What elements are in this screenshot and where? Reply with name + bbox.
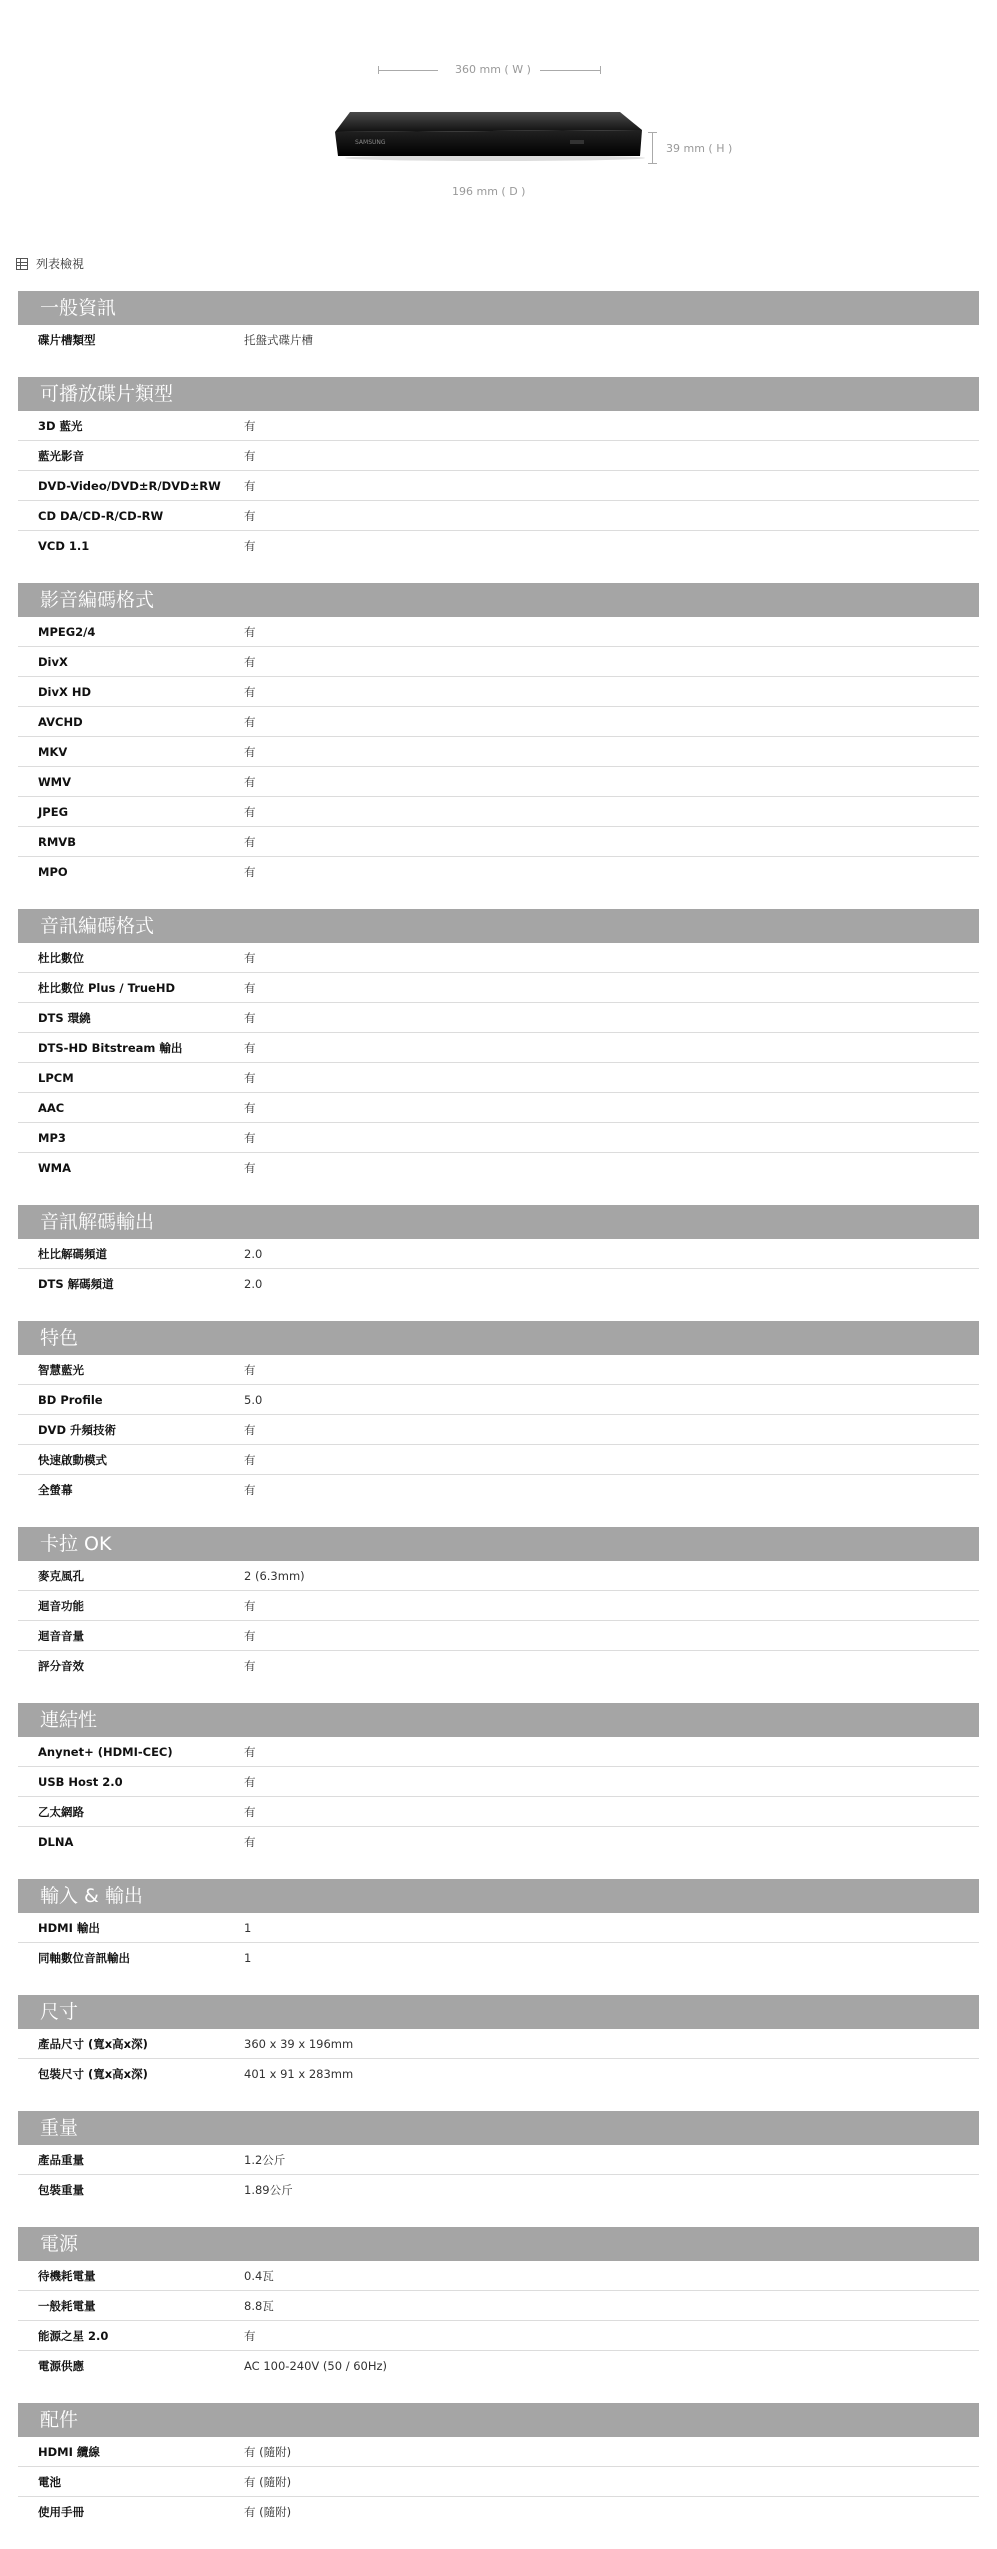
spec-value: 托盤式碟片槽 (244, 333, 313, 347)
spec-value: 0.4瓦 (244, 2268, 274, 2283)
spec-row (18, 1737, 979, 1767)
spec-key: 智慧藍光 (38, 1362, 84, 1377)
height-line (652, 132, 653, 164)
spec-value: 有 (隨附) (244, 2505, 292, 2519)
spec-key: VCD 1.1 (38, 539, 90, 553)
spec-value: 有 (244, 684, 256, 699)
spec-value: 有 (244, 418, 256, 433)
spec-row (18, 1093, 979, 1123)
spec-key: DVD-Video/DVD±R/DVD±RW (38, 478, 221, 493)
spec-key: DTS 解碼頻道 (38, 1277, 114, 1291)
spec-key: JPEG (38, 804, 69, 819)
spec-row (18, 2467, 979, 2497)
list-view-icon (16, 258, 28, 270)
spec-value: 有 (244, 1362, 256, 1377)
spec-row (18, 737, 979, 767)
spec-row (18, 943, 979, 973)
spec-key: AAC (38, 1100, 65, 1115)
spec-row (18, 2059, 979, 2089)
section-title: 配件 (18, 2403, 979, 2437)
spec-key: DTS-HD Bitstream 輸出 (38, 1040, 183, 1055)
spec-key: 杜比數位 (38, 950, 84, 965)
spec-row (18, 2321, 979, 2351)
spec-key: 迴音音量 (38, 1628, 84, 1643)
spec-key: 碟片槽類型 (38, 333, 96, 347)
spec-row (18, 1033, 979, 1063)
spec-row (18, 1239, 979, 1269)
section-title: 音訊編碼格式 (18, 909, 979, 943)
spec-value: 有 (244, 1659, 256, 1673)
spec-row (18, 2175, 979, 2205)
spec-section (18, 1703, 979, 1857)
width-line-left (378, 70, 438, 71)
spec-value: 有 (244, 980, 256, 995)
spec-row (18, 1943, 979, 1973)
list-view-label: 列表檢視 (36, 257, 85, 271)
section-title: 可播放碟片類型 (18, 377, 979, 411)
spec-value: 2.0 (244, 1246, 263, 1261)
spec-row (18, 1063, 979, 1093)
spec-key: 一般耗電量 (38, 2298, 96, 2313)
product-dimension-image (0, 0, 997, 230)
spec-row (18, 1651, 979, 1681)
spec-key: 全螢幕 (38, 1483, 73, 1497)
spec-row (18, 857, 979, 887)
spec-key: HDMI 纜線 (38, 2444, 100, 2459)
spec-section (18, 2111, 979, 2205)
spec-value: 有 (244, 804, 256, 819)
spec-value: 有 (244, 624, 256, 639)
spec-value: 有 (244, 865, 256, 879)
spec-key: DLNA (38, 1835, 74, 1849)
spec-row (18, 1561, 979, 1591)
spec-value: 有 (244, 1010, 256, 1025)
spec-row (18, 1355, 979, 1385)
spec-key: 同軸數位音訊輸出 (38, 1951, 130, 1965)
spec-row (18, 1153, 979, 1183)
spec-row (18, 2497, 979, 2527)
spec-value: 有 (244, 714, 256, 729)
height-marker-top (648, 132, 657, 133)
spec-key: 麥克風孔 (38, 1568, 84, 1583)
spec-key: 杜比數位 Plus / TrueHD (38, 980, 176, 995)
spec-section (18, 1879, 979, 1973)
spec-value: 有 (244, 2328, 256, 2343)
spec-value: 1.2公斤 (244, 2152, 286, 2167)
spec-row (18, 1621, 979, 1651)
spec-key: MPEG2/4 (38, 624, 96, 639)
spec-row (18, 1591, 979, 1621)
spec-row (18, 647, 979, 677)
spec-key: USB Host 2.0 (38, 1774, 123, 1789)
spec-row (18, 1003, 979, 1033)
spec-key: MPO (38, 865, 68, 879)
blu-ray-player-image (330, 100, 650, 162)
spec-key: Anynet+ (HDMI-CEC) (38, 1744, 173, 1759)
spec-row (18, 471, 979, 501)
spec-row (18, 1797, 979, 1827)
section-title: 重量 (18, 2111, 979, 2145)
spec-value: 有 (244, 1835, 256, 1849)
spec-value: AC 100-240V (50 / 60Hz) (244, 2359, 388, 2373)
spec-key: MP3 (38, 1130, 66, 1145)
spec-value: 有 (244, 1100, 256, 1115)
spec-row (18, 677, 979, 707)
spec-section (18, 1205, 979, 1299)
spec-row (18, 2029, 979, 2059)
spec-value: 有 (244, 539, 256, 553)
section-title: 特色 (18, 1321, 979, 1355)
width-line-right (540, 70, 600, 71)
brand-logo: SAMSUNG (355, 139, 386, 146)
height-label: 39 mm ( H ) (666, 142, 733, 155)
section-title: 卡拉 OK (18, 1527, 979, 1561)
spec-value: 有 (244, 950, 256, 965)
spec-value: 有 (244, 1130, 256, 1145)
spec-value: 有 (244, 834, 256, 849)
spec-section (18, 2227, 979, 2381)
spec-value: 有 (244, 1161, 256, 1175)
width-label: 360 mm ( W ) (455, 63, 531, 76)
spec-value: 401 x 91 x 283mm (244, 2067, 354, 2081)
spec-key: 迴音功能 (38, 1598, 84, 1613)
spec-value: 有 (244, 1628, 256, 1643)
section-title: 尺寸 (18, 1995, 979, 2029)
spec-value: 有 (244, 744, 256, 759)
spec-row (18, 767, 979, 797)
spec-row (18, 441, 979, 471)
spec-value: 有 (244, 448, 256, 463)
spec-section (18, 1995, 979, 2089)
section-title: 輸入 & 輸出 (18, 1879, 979, 1913)
spec-row (18, 325, 979, 355)
section-title: 一般資訊 (18, 291, 979, 325)
spec-row (18, 1123, 979, 1153)
spec-key: WMV (38, 774, 72, 789)
spec-row (18, 1913, 979, 1943)
spec-value: 有 (244, 1452, 256, 1467)
spec-key: 杜比解碼頻道 (38, 1246, 107, 1261)
spec-value: 有 (244, 478, 256, 493)
spec-value: 有 (隨附) (244, 2444, 292, 2459)
height-marker-bottom (648, 163, 657, 164)
spec-value: 有 (244, 1598, 256, 1613)
spec-row (18, 2351, 979, 2381)
spec-row (18, 2261, 979, 2291)
spec-key: 包裝尺寸 (寬x高x深) (38, 2067, 148, 2081)
spec-value: 有 (244, 1774, 256, 1789)
spec-section (18, 291, 979, 355)
spec-value: 有 (244, 1804, 256, 1819)
spec-row (18, 617, 979, 647)
spec-row (18, 1415, 979, 1445)
spec-value: 1 (244, 1920, 252, 1935)
spec-row (18, 2437, 979, 2467)
spec-row (18, 973, 979, 1003)
spec-row (18, 1445, 979, 1475)
spec-value: 有 (244, 1070, 256, 1085)
spec-key: 快速啟動模式 (38, 1452, 107, 1467)
width-marker-right (600, 66, 601, 74)
spec-key: RMVB (38, 834, 76, 849)
spec-section (18, 1527, 979, 1681)
spec-value: 有 (244, 1040, 256, 1055)
spec-key: DTS 環繞 (38, 1010, 91, 1025)
spec-section (18, 377, 979, 561)
spec-row (18, 1269, 979, 1299)
spec-value: 1.89公斤 (244, 2183, 293, 2197)
spec-value: 有 (244, 1422, 256, 1437)
spec-value: 8.8瓦 (244, 2298, 274, 2313)
spec-row (18, 501, 979, 531)
spec-key: 能源之星 2.0 (38, 2328, 109, 2343)
spec-value: 有 (244, 508, 256, 523)
spec-value: 有 (244, 654, 256, 669)
spec-row (18, 827, 979, 857)
spec-section (18, 909, 979, 1183)
spec-key: 使用手冊 (38, 2505, 84, 2519)
spec-value: 有 (244, 774, 256, 789)
spec-section (18, 1321, 979, 1505)
spec-table (18, 291, 979, 2549)
section-title: 音訊解碼輸出 (18, 1205, 979, 1239)
spec-value: 2 (6.3mm) (244, 1568, 305, 1583)
spec-value: 2.0 (244, 1277, 263, 1291)
spec-key: 電池 (38, 2474, 61, 2489)
spec-key: 包裝重量 (38, 2183, 84, 2197)
spec-key: 產品重量 (38, 2152, 84, 2167)
spec-key: BD Profile (38, 1392, 103, 1407)
spec-key: 3D 藍光 (38, 418, 83, 433)
spec-key: HDMI 輸出 (38, 1920, 100, 1935)
spec-section (18, 583, 979, 887)
spec-row (18, 707, 979, 737)
section-title: 電源 (18, 2227, 979, 2261)
spec-row (18, 531, 979, 561)
spec-key: 產品尺寸 (寬x高x深) (38, 2036, 148, 2051)
spec-row (18, 2145, 979, 2175)
spec-section (18, 2403, 979, 2527)
spec-row (18, 1475, 979, 1505)
spec-key: CD DA/CD-R/CD-RW (38, 508, 164, 523)
depth-label: 196 mm ( D ) (452, 185, 526, 198)
spec-row (18, 797, 979, 827)
spec-key: 評分音效 (38, 1659, 84, 1673)
section-title: 連結性 (18, 1703, 979, 1737)
spec-key: MKV (38, 744, 68, 759)
spec-value: 有 (隨附) (244, 2474, 292, 2489)
spec-key: DivX (38, 654, 68, 669)
spec-key: AVCHD (38, 714, 83, 729)
spec-key: DVD 升頻技術 (38, 1422, 116, 1437)
spec-key: WMA (38, 1161, 72, 1175)
section-title: 影音編碼格式 (18, 583, 979, 617)
spec-value: 有 (244, 1483, 256, 1497)
spec-value: 5.0 (244, 1392, 263, 1407)
spec-key: 藍光影音 (38, 448, 84, 463)
spec-key: LPCM (38, 1070, 74, 1085)
list-view-toggle[interactable] (16, 255, 84, 272)
spec-row (18, 1827, 979, 1857)
spec-row (18, 1767, 979, 1797)
spec-key: DivX HD (38, 684, 92, 699)
spec-key: 待機耗電量 (38, 2268, 96, 2283)
spec-key: 乙太網路 (38, 1804, 84, 1819)
spec-key: 電源供應 (38, 2359, 84, 2373)
spec-row (18, 411, 979, 441)
spec-row (18, 1385, 979, 1415)
spec-value: 360 x 39 x 196mm (244, 2036, 354, 2051)
spec-row (18, 2291, 979, 2321)
spec-value: 有 (244, 1744, 256, 1759)
spec-value: 1 (244, 1951, 252, 1965)
